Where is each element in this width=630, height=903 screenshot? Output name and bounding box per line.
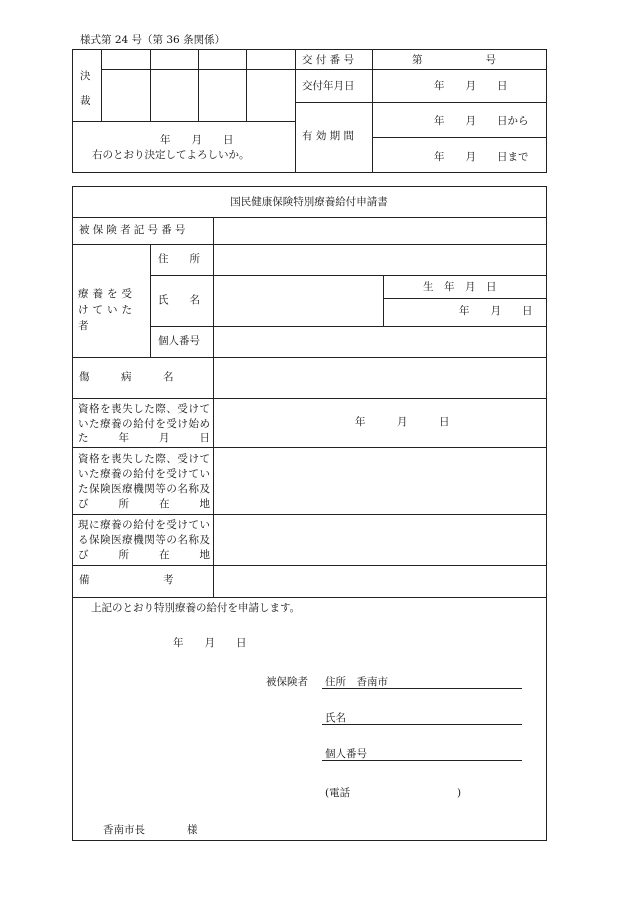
name-label: 氏 名	[158, 294, 200, 306]
applicant-name-line[interactable]	[322, 724, 522, 725]
divider	[372, 49, 373, 172]
divider	[72, 121, 295, 122]
injury-field[interactable]	[214, 358, 545, 398]
start-date-label: 資格を喪失した際、受けていた療養の給付を受け始めた年月日	[78, 403, 210, 444]
recipient-label: 療養を受けていた者	[78, 288, 136, 332]
divider	[150, 49, 151, 121]
birthdate-value[interactable]: 年 月 日	[459, 305, 533, 317]
divider	[383, 298, 546, 299]
divider	[72, 398, 546, 399]
personal-number-field[interactable]	[214, 327, 545, 357]
issue-date-value: 年 月 日	[434, 80, 508, 92]
approval-confirm-text: 右のとおり決定してよろしいか。	[92, 149, 250, 161]
divider	[295, 69, 546, 70]
prev-facility-field[interactable]	[214, 448, 545, 514]
applicant-phone-close: )	[457, 787, 462, 799]
start-date-value[interactable]: 年 月 日	[355, 416, 450, 428]
birthdate-label: 生 年 月 日	[423, 281, 497, 293]
applicant-phone-label: (電話	[325, 787, 351, 799]
applicant-personal-number-label: 個人番号	[325, 748, 367, 760]
current-facility-field[interactable]	[214, 515, 545, 565]
injury-label: 傷 病 名	[79, 371, 174, 383]
approval-date: 年 月 日	[160, 134, 234, 146]
form-number: 様式第 24 号（第 36 条関係）	[80, 34, 226, 46]
applicant-address-line[interactable]	[322, 688, 522, 689]
address-field[interactable]	[214, 245, 545, 275]
personal-number-label: 個人番号	[158, 335, 200, 347]
divider	[101, 69, 295, 70]
applicant-name-label: 氏名	[325, 712, 346, 724]
divider	[372, 137, 546, 138]
issue-date-label: 交付年月日	[302, 80, 355, 92]
divider	[101, 49, 102, 121]
divider	[295, 102, 546, 103]
insured-number-field[interactable]	[214, 218, 545, 244]
issue-number-value: 第 号	[412, 54, 496, 66]
divider	[72, 597, 546, 598]
remarks-field[interactable]	[214, 566, 545, 597]
declaration-text: 上記のとおり特別療養の給付を申請します。	[91, 602, 301, 614]
validity-from: 年 月 日から	[434, 115, 529, 127]
applicant-personal-number-line[interactable]	[322, 760, 522, 761]
divider	[295, 49, 296, 172]
kessai-label: 決 裁	[80, 70, 91, 108]
validity-to: 年 月 日まで	[434, 151, 529, 163]
divider	[246, 49, 247, 121]
insured-number-label: 被保険者記号番号	[79, 224, 189, 236]
addressee: 香南市長 様	[103, 824, 198, 836]
remarks-label: 備 考	[79, 574, 174, 586]
name-field[interactable]	[214, 276, 382, 326]
address-label: 住 所	[158, 253, 200, 265]
form-title: 国民健康保険特別療養給付申請書	[230, 196, 388, 208]
applicant-address-label: 住所 香南市	[325, 676, 388, 688]
divider	[383, 275, 384, 326]
prev-facility-label: 資格を喪失した際、受けていた療養の給付を受けていた保険医療機関等の名称及び所在地	[78, 453, 210, 510]
current-facility-label: 現に療養の給付を受けている保険医療機関等の名称及び所在地	[78, 519, 210, 561]
divider	[198, 49, 199, 121]
application-date[interactable]: 年 月 日	[173, 637, 247, 649]
applicant-label: 被保険者	[266, 676, 308, 688]
divider	[150, 244, 151, 357]
issue-number-label: 交 付 番 号	[302, 54, 355, 66]
validity-label: 有 効 期 間	[302, 130, 355, 142]
